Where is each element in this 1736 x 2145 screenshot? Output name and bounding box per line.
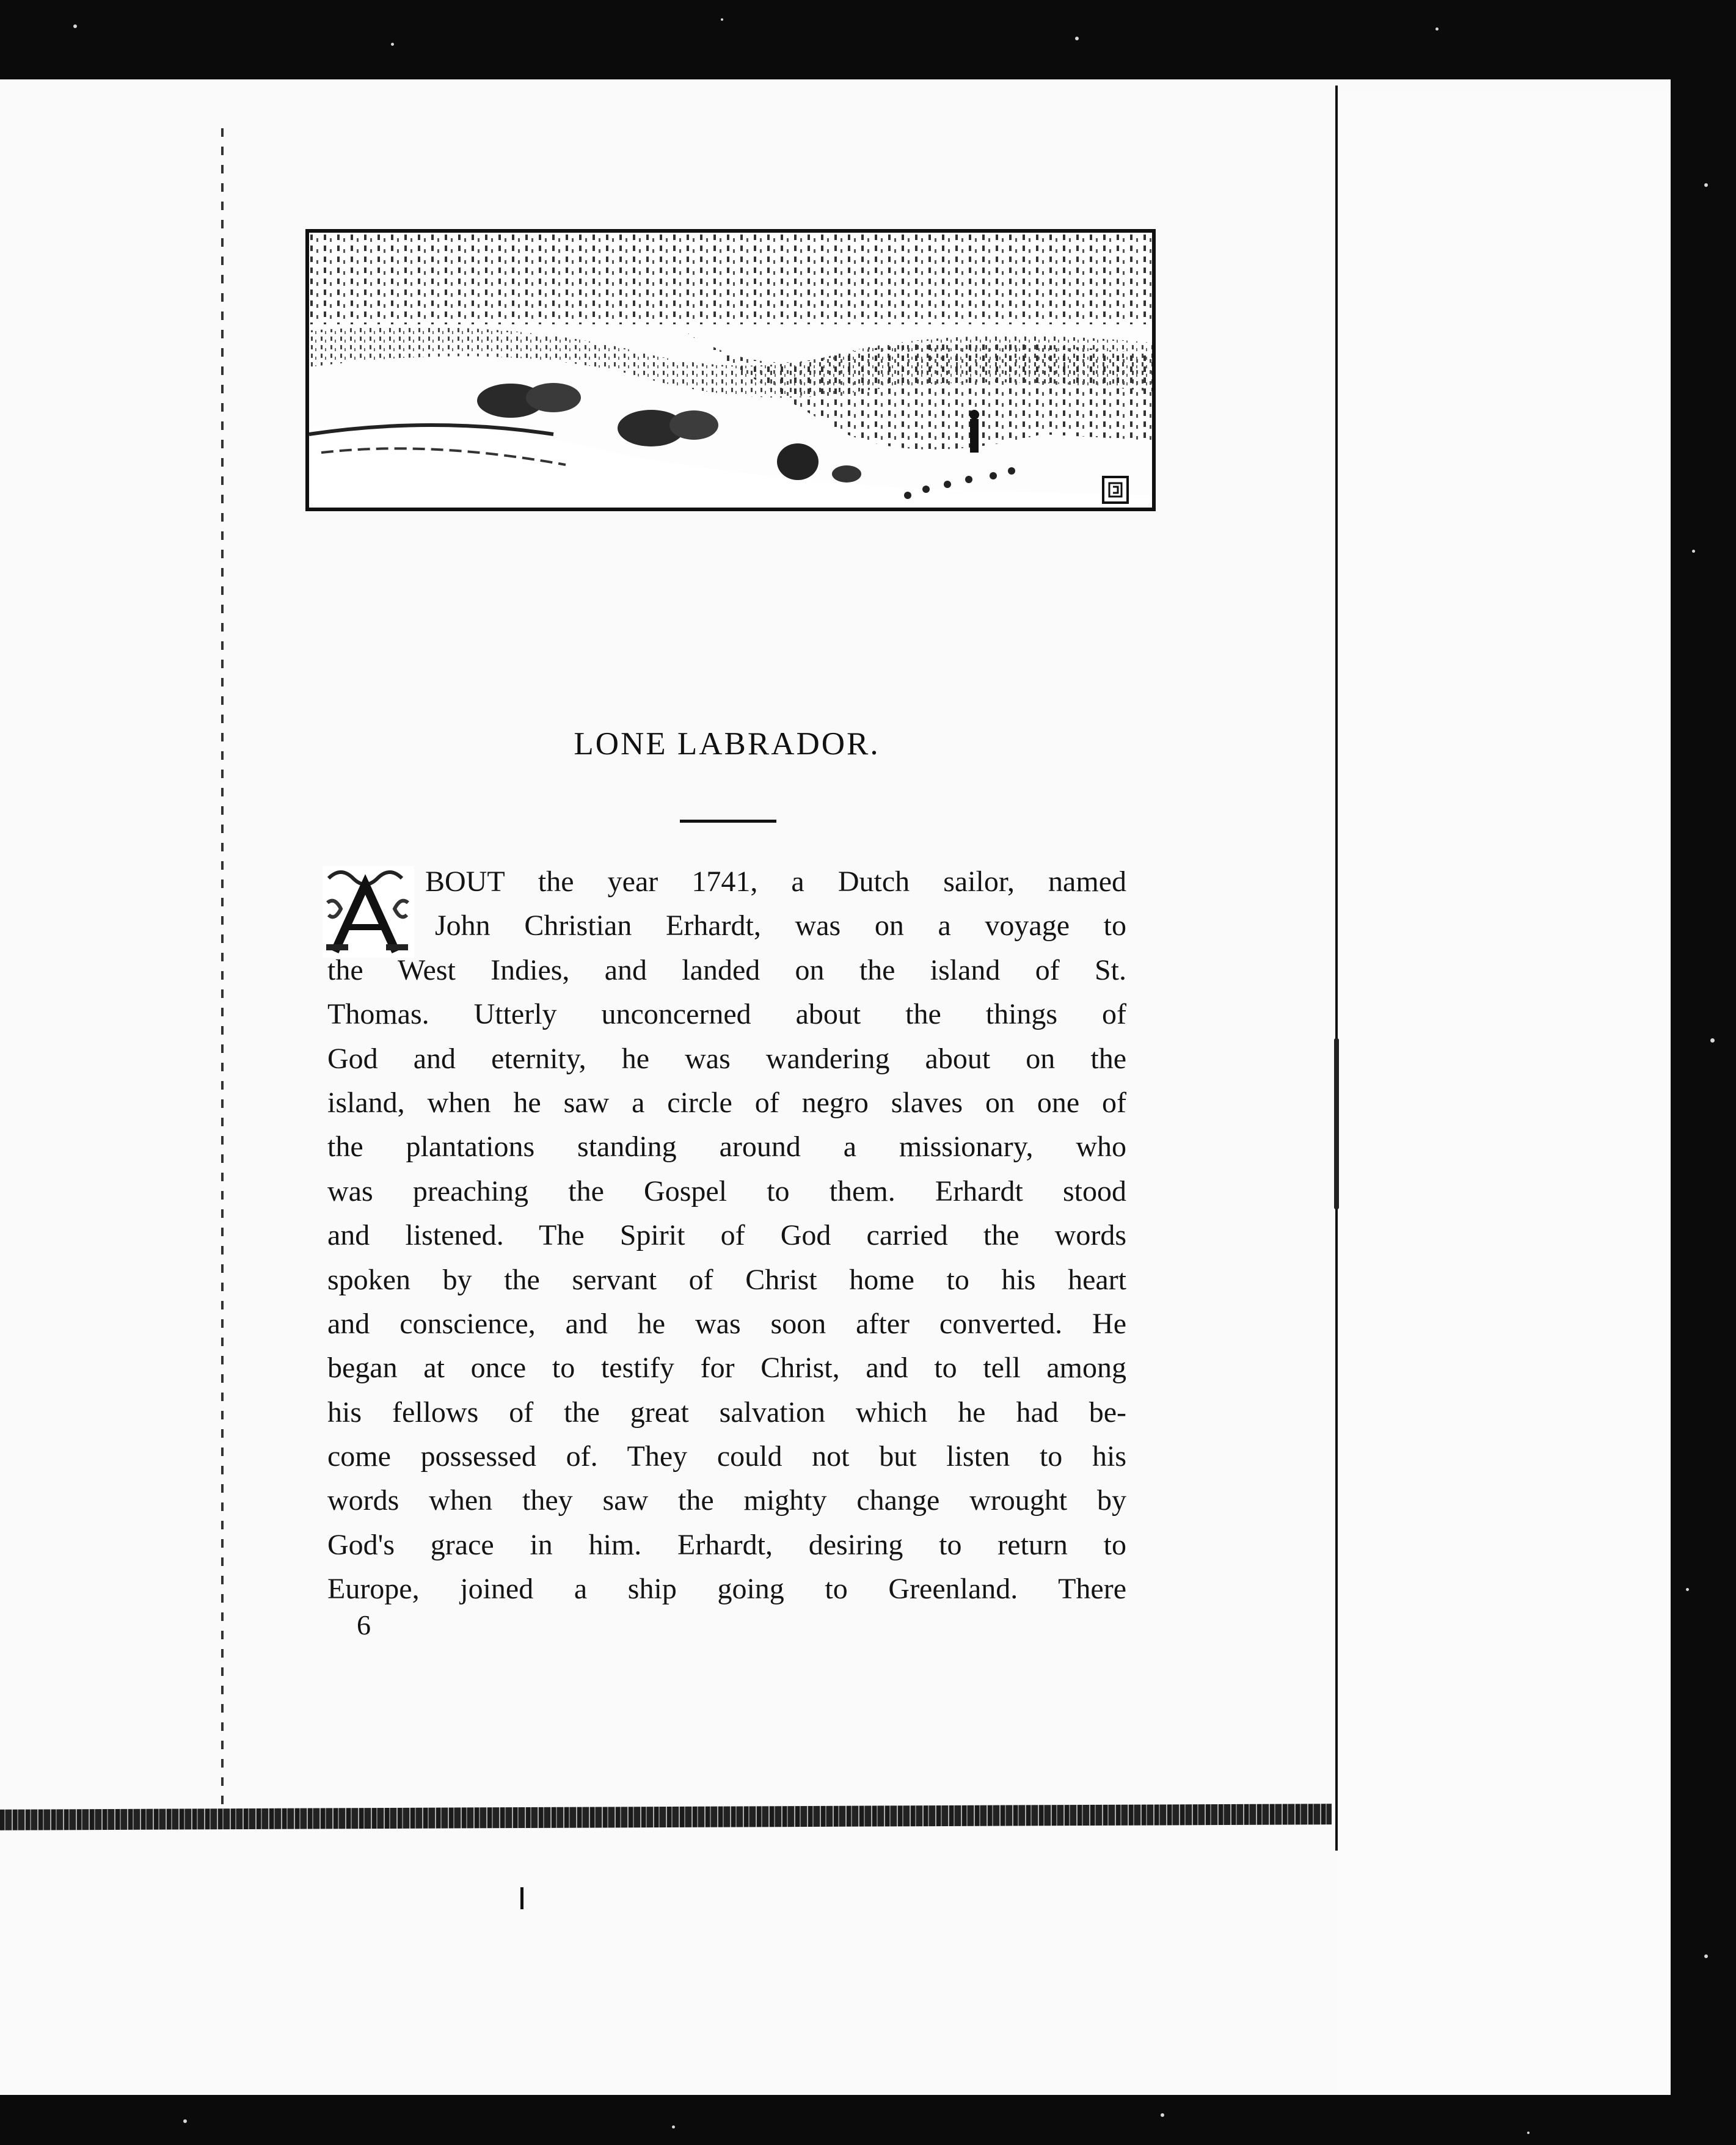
page-edge <box>1335 86 1338 1851</box>
text-line: Thomas. Utterly unconcerned about the things of <box>327 998 1126 1031</box>
text-line: and listened. The Spirit of God carried the words <box>327 1219 1126 1252</box>
text-line: God and eternity, he was wandering about on the <box>327 1042 1126 1075</box>
margin-mark <box>1334 1038 1339 1209</box>
text-line: words when they saw the mighty change wrought by <box>327 1484 1126 1517</box>
text-line: island, when he saw a circle of negro slaves on one of <box>327 1086 1126 1119</box>
text-line: BOUT the year 1741, a Dutch sailor, named <box>425 865 1126 898</box>
text-line: John Christian Erhardt, was on a voyage to <box>435 909 1126 942</box>
text-line: spoken by the servant of Christ home to his heart <box>327 1263 1126 1296</box>
header-illustration <box>305 229 1156 511</box>
page-number: 6 <box>357 1609 371 1641</box>
text-line: come possessed of. They could not but listen to his <box>327 1440 1126 1473</box>
chapter-text <box>327 860 1126 1612</box>
text-line: the plantations standing around a missionary, who <box>327 1131 1126 1164</box>
text-line: Europe, joined a ship going to Greenland. There <box>327 1573 1126 1606</box>
snowy-landscape-woodcut <box>309 233 1152 508</box>
text-line: began at once to testify for Christ, and to tell among <box>327 1352 1126 1385</box>
text-line: God's grace in him. Erhardt, desiring to return to <box>327 1528 1126 1561</box>
text-line: his fellows of the great salvation which he had be- <box>327 1396 1126 1429</box>
text-line: the West Indies, and landed on the island of St. <box>327 953 1126 986</box>
facing-page <box>1338 92 1671 2095</box>
scan-mark <box>520 1887 523 1909</box>
title-rule <box>680 820 776 823</box>
text-line: was preaching the Gospel to them. Erhardt stood <box>327 1174 1126 1207</box>
chapter-title: LONE LABRADOR. <box>574 726 880 762</box>
text-line: and conscience, and he was soon after converted. He <box>327 1307 1126 1340</box>
binding-edge <box>221 128 224 1814</box>
monogram-icon <box>1103 477 1128 503</box>
